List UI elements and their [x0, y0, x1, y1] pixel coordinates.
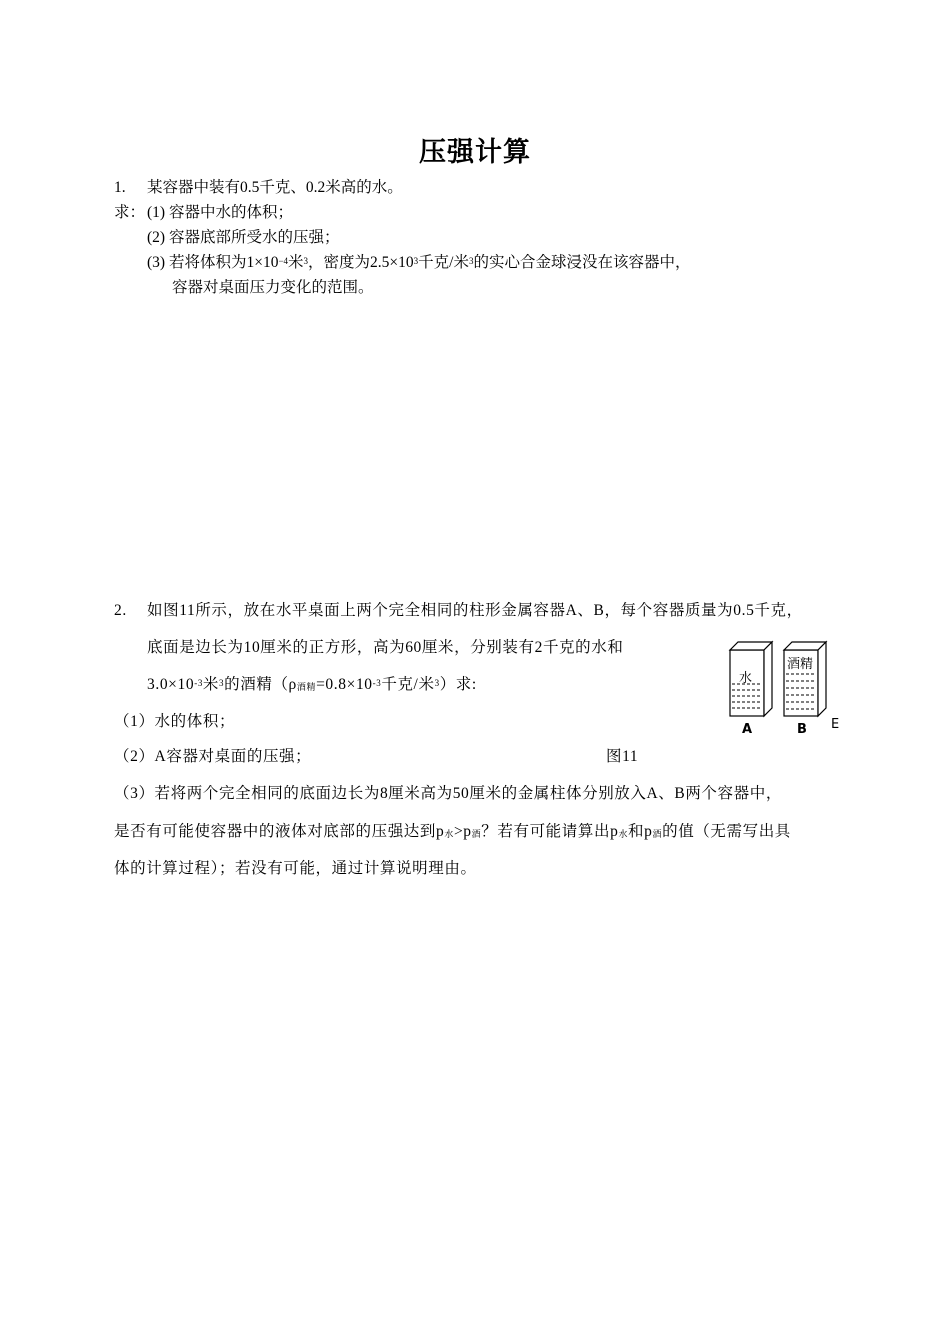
q1-ask-prefix: 求：: [114, 204, 146, 221]
label-container-a: A: [742, 722, 753, 737]
q2-part-3-line1: （3）若将两个完全相同的底面边长为8厘米高为50厘米的金属柱体分别放入A、B两个容器中，: [114, 785, 782, 802]
q2-part-3-line3: 体的计算过程）；若没有可能，通过计算说明理由。: [114, 860, 477, 877]
q1-part-1: (1) 容器中水的体积；: [147, 204, 293, 221]
q1-part-3: (3) 若将体积为$1\times 10^{-4}$米$^3$，密度为$2.5\times 10^3$千克/米$^3$的实心合金球浸没在该容器中，: [147, 254, 691, 271]
label-alcohol: 酒精: [787, 657, 814, 672]
q1-part-2: (2) 容器底部所受水的压强；: [147, 229, 340, 246]
label-container-b: B: [797, 722, 807, 737]
containers-figure: [728, 638, 838, 740]
q2-line-1: 如图11所示，放在水平桌面上两个完全相同的柱形金属容器A、B，每个容器质量为0.5千克，: [147, 602, 803, 619]
q1-number: 1.: [114, 179, 126, 196]
container-b: [784, 642, 826, 737]
container-a: [730, 642, 772, 737]
q2-line-3: $3.0\times 10^{-3}$米$^3$的酒精（$\rho_{酒精}=0.8\times 10^{-3}$千克/米$^3$）求:: [147, 676, 477, 693]
q2-part-2: （2）A容器对桌面的压强；: [114, 748, 312, 765]
q2-part-3-line2: 是否有可能使容器中的液体对底部的压强达到$p_水>p_酒$？若有可能请算出$p_水$和$p_酒$的值（无需写出具: [114, 823, 791, 840]
q2-part-1: （1）水的体积；: [114, 713, 236, 730]
q2-number: 2.: [114, 602, 127, 619]
page-title: 压强计算: [419, 137, 531, 168]
q1-part-3-line2: 容器对桌面压力变化的范围。: [172, 279, 374, 296]
q1-stem: 某容器中装有0.5千克、0.2米高的水。: [147, 179, 403, 196]
figure-caption: 图11: [606, 748, 639, 765]
edge-mark: E: [831, 717, 840, 732]
q2-line-2: 底面是边长为10厘米的正方形，高为60厘米，分别装有2千克的水和: [147, 639, 624, 656]
label-water: 水: [739, 671, 753, 686]
